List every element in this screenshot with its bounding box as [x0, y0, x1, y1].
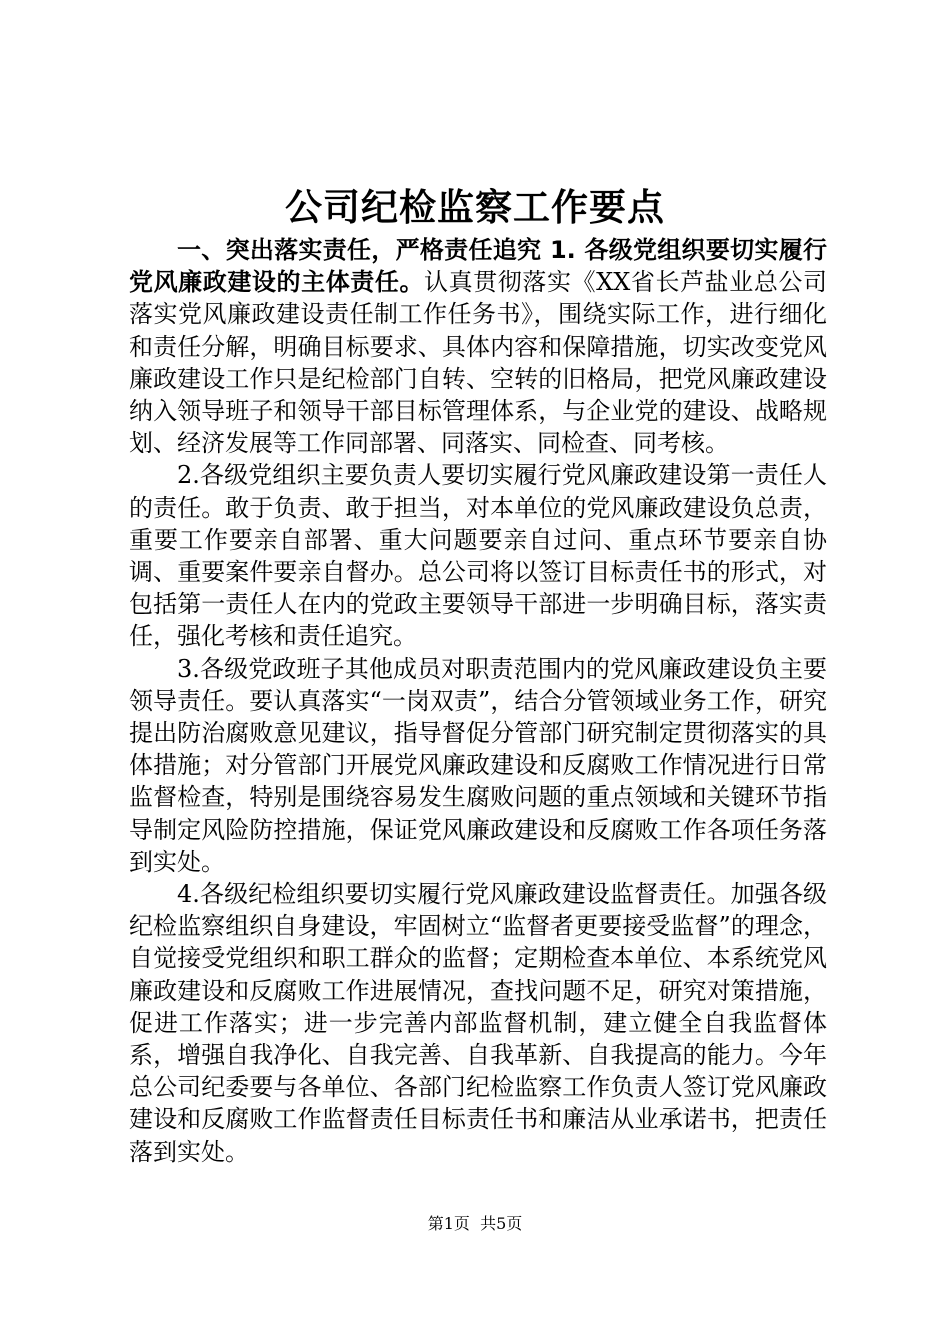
- paragraph-3: 3.各级党政班子其他成员对职责范围内的党风廉政建设负主要领导责任。要认真落实“一岗双责”，结合分管领域业务工作，研究提出防治腐败意见建议，指导督促分管部门研究制定贯彻落实的具体措施；对分管部门开展党风廉政建设和反腐败工作情况进行日常监督检查，特别是围绕容易发生腐败问题的重点领域和关键环节指导制定风险防控措施，保证党风廉政建设和反腐败工作各项任务落到实处。: [129, 654, 827, 876]
- paragraph-1-heading: 一、突出落实责任，严格责任追究 1. 各级党组织要切实履行党风廉政建设的主体责任。: [129, 236, 827, 297]
- paragraph-2: 2.各级党组织主要负责人要切实履行党风廉政建设第一责任人的责任。敢于负责、敢于担当，对本单位的党风廉政建设负总责，重要工作要亲自部署、重大问题要亲自过问、重点环节要亲自协调、重要案件要亲自督办。总公司将以签订目标责任书的形式，对包括第一责任人在内的党政主要领导干部进一步明确目标，落实责任，强化考核和责任追究。: [129, 461, 827, 651]
- document-body: [129, 234, 827, 1168]
- page-footer: [0, 1214, 950, 1234]
- paragraph-4: 4.各级纪检组织要切实履行党风廉政建设监督责任。加强各级纪检监察组织自身建设，牢固树立“监督者更要接受监督”的理念，自觉接受党组织和职工群众的监督；定期检查本单位、本系统党风廉政建设和反腐败工作进展情况，查找问题不足，研究对策措施，促进工作落实；进一步完善内部监督机制，建立健全自我监督体系，增强自我净化、自我完善、自我革新、自我提高的能力。今年总公司纪委要与各单位、各部门纪检监察工作负责人签订党风廉政建设和反腐败工作监督责任目标责任书和廉洁从业承诺书，把责任落到实处。: [129, 880, 827, 1166]
- paragraph-1: [129, 234, 827, 459]
- paragraph-1-text: 认真贯彻落实《XX省长芦盐业总公司落实党风廉政建设责任制工作任务书》，围绕实际工作，进行细化和责任分解，明确目标要求、具体内容和保障措施，切实改变党风廉政建设工作只是纪检部门自转、空转的旧格局，把党风廉政建设纳入领导班子和领导干部目标管理体系，与企业党的建设、战略规划、经济发展等工作同部署、同落实、同检查、同考核。: [129, 268, 828, 458]
- page-number: 第1页 共5页: [427, 1214, 523, 1233]
- document-title: 公司纪检监察工作要点: [285, 186, 665, 229]
